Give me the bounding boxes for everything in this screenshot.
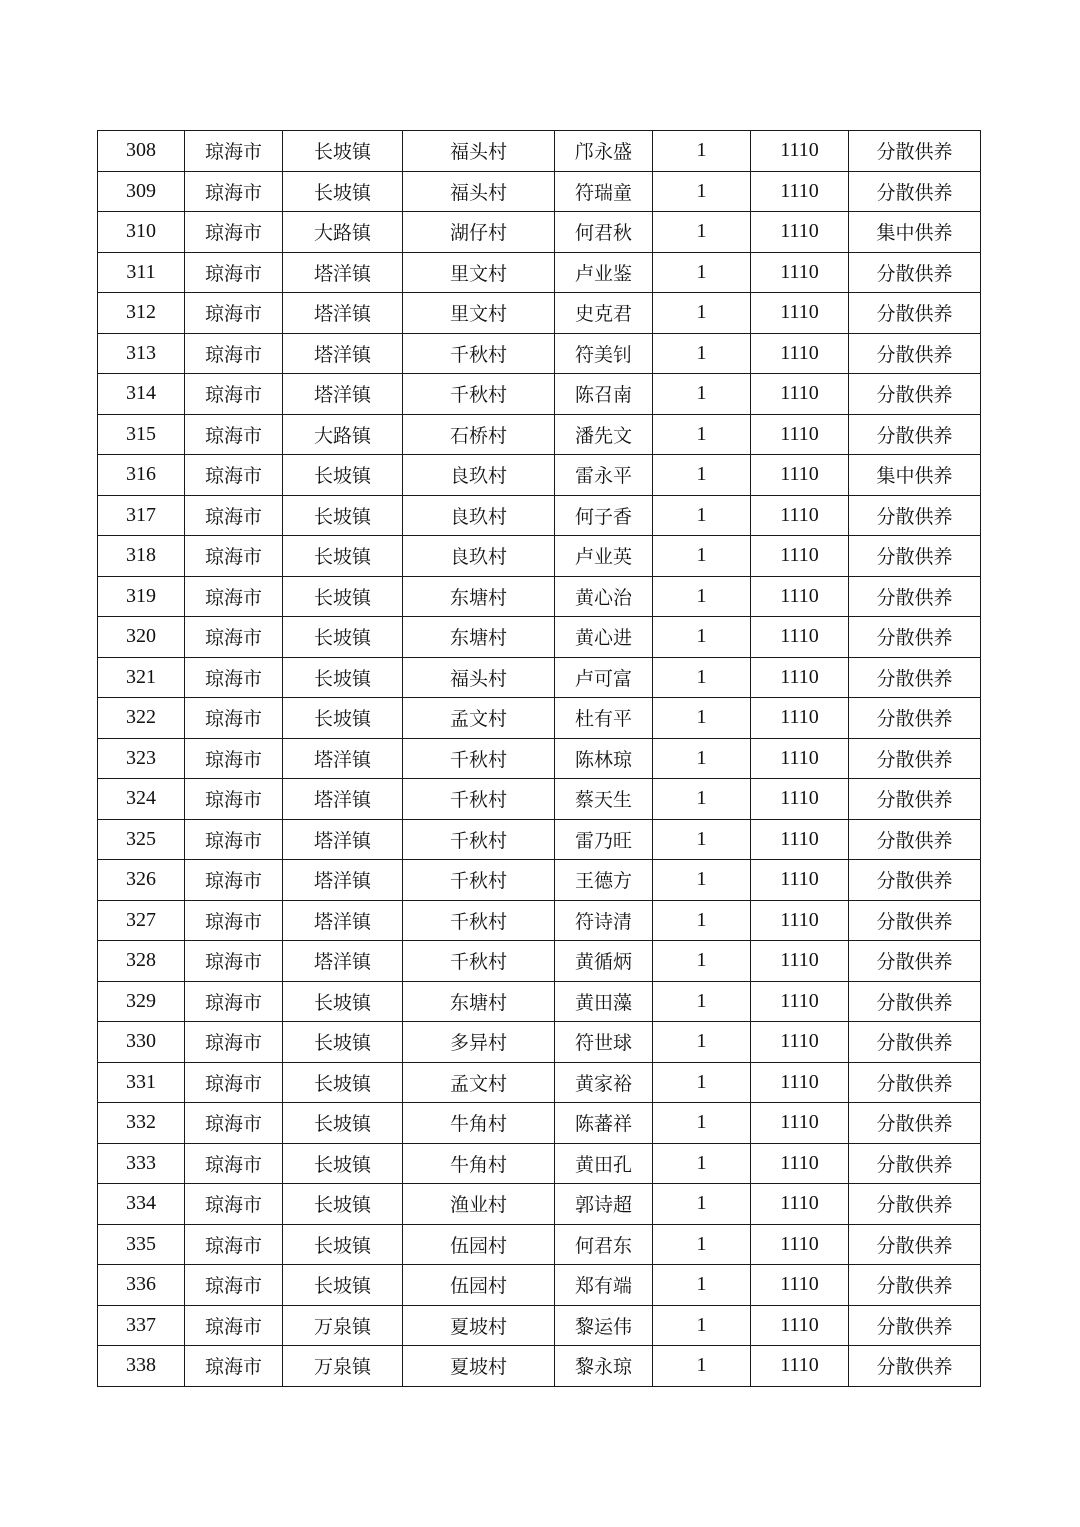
table-row	[98, 698, 981, 739]
cell-person-name: 邝永盛	[555, 131, 653, 172]
cell-serial-number: 318	[98, 536, 185, 577]
table-row	[98, 1143, 981, 1184]
cell-village: 千秋村	[403, 374, 555, 415]
table-row	[98, 1022, 981, 1063]
cell-town: 塔洋镇	[283, 860, 403, 901]
cell-household-count: 1	[653, 576, 751, 617]
cell-city: 琼海市	[185, 293, 283, 334]
cell-city: 琼海市	[185, 171, 283, 212]
cell-amount: 1110	[751, 738, 849, 779]
table-row	[98, 293, 981, 334]
cell-town: 长坡镇	[283, 576, 403, 617]
cell-support-type: 分散供养	[849, 860, 981, 901]
cell-amount: 1110	[751, 1062, 849, 1103]
cell-support-type: 分散供养	[849, 1184, 981, 1225]
cell-person-name: 符瑞童	[555, 171, 653, 212]
cell-village: 良玖村	[403, 536, 555, 577]
cell-amount: 1110	[751, 455, 849, 496]
cell-support-type: 分散供养	[849, 819, 981, 860]
cell-town: 长坡镇	[283, 657, 403, 698]
cell-person-name: 何子香	[555, 495, 653, 536]
cell-serial-number: 322	[98, 698, 185, 739]
cell-city: 琼海市	[185, 617, 283, 658]
cell-amount: 1110	[751, 131, 849, 172]
cell-amount: 1110	[751, 900, 849, 941]
cell-city: 琼海市	[185, 1103, 283, 1144]
cell-serial-number: 321	[98, 657, 185, 698]
cell-person-name: 卢业英	[555, 536, 653, 577]
cell-serial-number: 328	[98, 941, 185, 982]
cell-village: 东塘村	[403, 617, 555, 658]
cell-person-name: 史克君	[555, 293, 653, 334]
cell-household-count: 1	[653, 455, 751, 496]
cell-amount: 1110	[751, 414, 849, 455]
cell-serial-number: 327	[98, 900, 185, 941]
relief-recipient-table-container	[97, 130, 980, 1387]
cell-city: 琼海市	[185, 1022, 283, 1063]
cell-household-count: 1	[653, 1265, 751, 1306]
cell-village: 良玖村	[403, 455, 555, 496]
cell-amount: 1110	[751, 1305, 849, 1346]
cell-amount: 1110	[751, 536, 849, 577]
table-row	[98, 212, 981, 253]
cell-village: 孟文村	[403, 1062, 555, 1103]
cell-support-type: 分散供养	[849, 414, 981, 455]
table-row	[98, 414, 981, 455]
cell-city: 琼海市	[185, 455, 283, 496]
cell-amount: 1110	[751, 698, 849, 739]
cell-person-name: 雷永平	[555, 455, 653, 496]
cell-village: 里文村	[403, 293, 555, 334]
table-row	[98, 1103, 981, 1144]
cell-person-name: 杜有平	[555, 698, 653, 739]
cell-person-name: 雷乃旺	[555, 819, 653, 860]
cell-person-name: 蔡天生	[555, 779, 653, 820]
cell-support-type: 分散供养	[849, 617, 981, 658]
cell-serial-number: 333	[98, 1143, 185, 1184]
cell-support-type: 分散供养	[849, 171, 981, 212]
cell-serial-number: 314	[98, 374, 185, 415]
cell-amount: 1110	[751, 860, 849, 901]
cell-household-count: 1	[653, 657, 751, 698]
cell-support-type: 分散供养	[849, 252, 981, 293]
cell-person-name: 符世球	[555, 1022, 653, 1063]
cell-household-count: 1	[653, 374, 751, 415]
cell-serial-number: 331	[98, 1062, 185, 1103]
table-row	[98, 171, 981, 212]
cell-support-type: 分散供养	[849, 1265, 981, 1306]
cell-serial-number: 335	[98, 1224, 185, 1265]
cell-serial-number: 309	[98, 171, 185, 212]
table-row	[98, 1224, 981, 1265]
cell-serial-number: 315	[98, 414, 185, 455]
cell-serial-number: 334	[98, 1184, 185, 1225]
cell-household-count: 1	[653, 212, 751, 253]
cell-household-count: 1	[653, 252, 751, 293]
cell-amount: 1110	[751, 1022, 849, 1063]
cell-amount: 1110	[751, 252, 849, 293]
cell-person-name: 黄家裕	[555, 1062, 653, 1103]
cell-household-count: 1	[653, 860, 751, 901]
cell-household-count: 1	[653, 981, 751, 1022]
cell-city: 琼海市	[185, 333, 283, 374]
cell-town: 长坡镇	[283, 455, 403, 496]
cell-town: 长坡镇	[283, 1103, 403, 1144]
cell-household-count: 1	[653, 738, 751, 779]
cell-household-count: 1	[653, 779, 751, 820]
cell-city: 琼海市	[185, 779, 283, 820]
cell-support-type: 分散供养	[849, 536, 981, 577]
cell-city: 琼海市	[185, 1143, 283, 1184]
cell-support-type: 分散供养	[849, 738, 981, 779]
cell-household-count: 1	[653, 536, 751, 577]
table-row	[98, 1346, 981, 1387]
cell-city: 琼海市	[185, 131, 283, 172]
cell-support-type: 分散供养	[849, 698, 981, 739]
cell-amount: 1110	[751, 1224, 849, 1265]
cell-town: 长坡镇	[283, 1062, 403, 1103]
cell-village: 里文村	[403, 252, 555, 293]
cell-person-name: 黄田孔	[555, 1143, 653, 1184]
cell-serial-number: 317	[98, 495, 185, 536]
cell-city: 琼海市	[185, 657, 283, 698]
cell-household-count: 1	[653, 333, 751, 374]
cell-household-count: 1	[653, 1022, 751, 1063]
cell-serial-number: 316	[98, 455, 185, 496]
table-row	[98, 738, 981, 779]
table-row	[98, 1305, 981, 1346]
cell-household-count: 1	[653, 900, 751, 941]
table-body	[98, 131, 981, 1387]
cell-village: 千秋村	[403, 941, 555, 982]
cell-support-type: 分散供养	[849, 293, 981, 334]
cell-village: 千秋村	[403, 779, 555, 820]
table-row	[98, 252, 981, 293]
cell-town: 长坡镇	[283, 536, 403, 577]
cell-support-type: 分散供养	[849, 1103, 981, 1144]
cell-city: 琼海市	[185, 1224, 283, 1265]
cell-town: 长坡镇	[283, 1265, 403, 1306]
cell-household-count: 1	[653, 1143, 751, 1184]
cell-town: 长坡镇	[283, 131, 403, 172]
cell-amount: 1110	[751, 1143, 849, 1184]
cell-support-type: 分散供养	[849, 1224, 981, 1265]
cell-serial-number: 308	[98, 131, 185, 172]
cell-town: 长坡镇	[283, 1022, 403, 1063]
cell-town: 长坡镇	[283, 617, 403, 658]
cell-village: 石桥村	[403, 414, 555, 455]
cell-village: 东塘村	[403, 981, 555, 1022]
cell-town: 长坡镇	[283, 981, 403, 1022]
cell-person-name: 陈林琼	[555, 738, 653, 779]
cell-serial-number: 323	[98, 738, 185, 779]
cell-serial-number: 324	[98, 779, 185, 820]
cell-person-name: 郑有端	[555, 1265, 653, 1306]
cell-amount: 1110	[751, 779, 849, 820]
cell-city: 琼海市	[185, 1346, 283, 1387]
cell-person-name: 黄田藻	[555, 981, 653, 1022]
cell-household-count: 1	[653, 941, 751, 982]
cell-person-name: 黄循炳	[555, 941, 653, 982]
table-row	[98, 576, 981, 617]
cell-support-type: 集中供养	[849, 212, 981, 253]
cell-household-count: 1	[653, 293, 751, 334]
cell-city: 琼海市	[185, 536, 283, 577]
cell-town: 塔洋镇	[283, 900, 403, 941]
table-row	[98, 131, 981, 172]
cell-town: 大路镇	[283, 212, 403, 253]
cell-town: 长坡镇	[283, 1184, 403, 1225]
cell-support-type: 分散供养	[849, 1346, 981, 1387]
cell-town: 大路镇	[283, 414, 403, 455]
cell-amount: 1110	[751, 495, 849, 536]
cell-household-count: 1	[653, 1103, 751, 1144]
relief-recipient-table	[97, 130, 981, 1387]
cell-village: 福头村	[403, 657, 555, 698]
cell-serial-number: 338	[98, 1346, 185, 1387]
table-row	[98, 657, 981, 698]
cell-household-count: 1	[653, 171, 751, 212]
cell-city: 琼海市	[185, 819, 283, 860]
cell-city: 琼海市	[185, 212, 283, 253]
cell-serial-number: 311	[98, 252, 185, 293]
cell-support-type: 分散供养	[849, 576, 981, 617]
cell-household-count: 1	[653, 1224, 751, 1265]
cell-village: 渔业村	[403, 1184, 555, 1225]
cell-city: 琼海市	[185, 698, 283, 739]
cell-village: 千秋村	[403, 738, 555, 779]
cell-household-count: 1	[653, 698, 751, 739]
cell-town: 万泉镇	[283, 1346, 403, 1387]
table-row	[98, 819, 981, 860]
cell-household-count: 1	[653, 617, 751, 658]
cell-amount: 1110	[751, 1103, 849, 1144]
cell-person-name: 卢可富	[555, 657, 653, 698]
cell-household-count: 1	[653, 495, 751, 536]
cell-town: 塔洋镇	[283, 374, 403, 415]
cell-person-name: 潘先文	[555, 414, 653, 455]
cell-village: 千秋村	[403, 900, 555, 941]
cell-serial-number: 337	[98, 1305, 185, 1346]
cell-serial-number: 326	[98, 860, 185, 901]
cell-city: 琼海市	[185, 1305, 283, 1346]
cell-support-type: 集中供养	[849, 455, 981, 496]
cell-village: 良玖村	[403, 495, 555, 536]
cell-city: 琼海市	[185, 374, 283, 415]
cell-amount: 1110	[751, 1184, 849, 1225]
cell-town: 长坡镇	[283, 698, 403, 739]
cell-serial-number: 310	[98, 212, 185, 253]
cell-city: 琼海市	[185, 1265, 283, 1306]
cell-person-name: 何君东	[555, 1224, 653, 1265]
table-row	[98, 941, 981, 982]
table-row	[98, 617, 981, 658]
cell-support-type: 分散供养	[849, 981, 981, 1022]
cell-village: 夏坡村	[403, 1346, 555, 1387]
cell-serial-number: 325	[98, 819, 185, 860]
cell-serial-number: 332	[98, 1103, 185, 1144]
cell-town: 塔洋镇	[283, 819, 403, 860]
cell-support-type: 分散供养	[849, 131, 981, 172]
cell-amount: 1110	[751, 293, 849, 334]
cell-serial-number: 336	[98, 1265, 185, 1306]
cell-village: 千秋村	[403, 860, 555, 901]
cell-town: 塔洋镇	[283, 333, 403, 374]
cell-household-count: 1	[653, 131, 751, 172]
cell-support-type: 分散供养	[849, 1143, 981, 1184]
table-row	[98, 1184, 981, 1225]
cell-person-name: 郭诗超	[555, 1184, 653, 1225]
table-row	[98, 333, 981, 374]
cell-amount: 1110	[751, 374, 849, 415]
cell-town: 万泉镇	[283, 1305, 403, 1346]
cell-support-type: 分散供养	[849, 1062, 981, 1103]
table-row	[98, 779, 981, 820]
cell-support-type: 分散供养	[849, 900, 981, 941]
cell-amount: 1110	[751, 171, 849, 212]
table-row	[98, 860, 981, 901]
cell-person-name: 黄心治	[555, 576, 653, 617]
cell-village: 孟文村	[403, 698, 555, 739]
cell-city: 琼海市	[185, 252, 283, 293]
cell-town: 长坡镇	[283, 171, 403, 212]
cell-support-type: 分散供养	[849, 374, 981, 415]
cell-village: 千秋村	[403, 333, 555, 374]
cell-person-name: 陈召南	[555, 374, 653, 415]
cell-town: 塔洋镇	[283, 252, 403, 293]
table-row	[98, 1062, 981, 1103]
cell-serial-number: 313	[98, 333, 185, 374]
cell-town: 长坡镇	[283, 1143, 403, 1184]
table-row	[98, 455, 981, 496]
cell-village: 牛角村	[403, 1143, 555, 1184]
cell-household-count: 1	[653, 1184, 751, 1225]
cell-amount: 1110	[751, 941, 849, 982]
cell-person-name: 陈蕃祥	[555, 1103, 653, 1144]
cell-person-name: 黄心进	[555, 617, 653, 658]
cell-support-type: 分散供养	[849, 495, 981, 536]
cell-city: 琼海市	[185, 1184, 283, 1225]
cell-village: 伍园村	[403, 1224, 555, 1265]
cell-amount: 1110	[751, 819, 849, 860]
cell-city: 琼海市	[185, 738, 283, 779]
cell-city: 琼海市	[185, 1062, 283, 1103]
cell-person-name: 符美钊	[555, 333, 653, 374]
cell-village: 千秋村	[403, 819, 555, 860]
cell-town: 长坡镇	[283, 1224, 403, 1265]
cell-village: 东塘村	[403, 576, 555, 617]
table-row	[98, 374, 981, 415]
cell-city: 琼海市	[185, 941, 283, 982]
cell-city: 琼海市	[185, 860, 283, 901]
cell-person-name: 王德方	[555, 860, 653, 901]
table-row	[98, 536, 981, 577]
cell-support-type: 分散供养	[849, 1305, 981, 1346]
cell-amount: 1110	[751, 576, 849, 617]
table-row	[98, 495, 981, 536]
cell-person-name: 黎永琼	[555, 1346, 653, 1387]
cell-support-type: 分散供养	[849, 779, 981, 820]
cell-village: 多异村	[403, 1022, 555, 1063]
cell-amount: 1110	[751, 657, 849, 698]
cell-city: 琼海市	[185, 576, 283, 617]
cell-city: 琼海市	[185, 900, 283, 941]
cell-town: 塔洋镇	[283, 293, 403, 334]
cell-serial-number: 319	[98, 576, 185, 617]
cell-village: 福头村	[403, 171, 555, 212]
cell-amount: 1110	[751, 617, 849, 658]
cell-amount: 1110	[751, 981, 849, 1022]
cell-household-count: 1	[653, 1346, 751, 1387]
cell-person-name: 卢业鉴	[555, 252, 653, 293]
cell-town: 塔洋镇	[283, 738, 403, 779]
cell-serial-number: 329	[98, 981, 185, 1022]
cell-amount: 1110	[751, 1346, 849, 1387]
table-row	[98, 900, 981, 941]
cell-amount: 1110	[751, 1265, 849, 1306]
cell-household-count: 1	[653, 1062, 751, 1103]
table-row	[98, 981, 981, 1022]
cell-village: 牛角村	[403, 1103, 555, 1144]
cell-support-type: 分散供养	[849, 333, 981, 374]
cell-household-count: 1	[653, 414, 751, 455]
cell-town: 塔洋镇	[283, 941, 403, 982]
cell-town: 长坡镇	[283, 495, 403, 536]
cell-support-type: 分散供养	[849, 1022, 981, 1063]
cell-city: 琼海市	[185, 981, 283, 1022]
cell-city: 琼海市	[185, 414, 283, 455]
cell-village: 福头村	[403, 131, 555, 172]
cell-village: 伍园村	[403, 1265, 555, 1306]
cell-town: 塔洋镇	[283, 779, 403, 820]
cell-serial-number: 330	[98, 1022, 185, 1063]
cell-person-name: 黎运伟	[555, 1305, 653, 1346]
cell-household-count: 1	[653, 1305, 751, 1346]
table-row	[98, 1265, 981, 1306]
cell-city: 琼海市	[185, 495, 283, 536]
cell-village: 夏坡村	[403, 1305, 555, 1346]
cell-person-name: 何君秋	[555, 212, 653, 253]
cell-household-count: 1	[653, 819, 751, 860]
cell-serial-number: 320	[98, 617, 185, 658]
cell-support-type: 分散供养	[849, 941, 981, 982]
cell-amount: 1110	[751, 333, 849, 374]
cell-support-type: 分散供养	[849, 657, 981, 698]
cell-amount: 1110	[751, 212, 849, 253]
cell-person-name: 符诗清	[555, 900, 653, 941]
cell-serial-number: 312	[98, 293, 185, 334]
cell-village: 湖仔村	[403, 212, 555, 253]
